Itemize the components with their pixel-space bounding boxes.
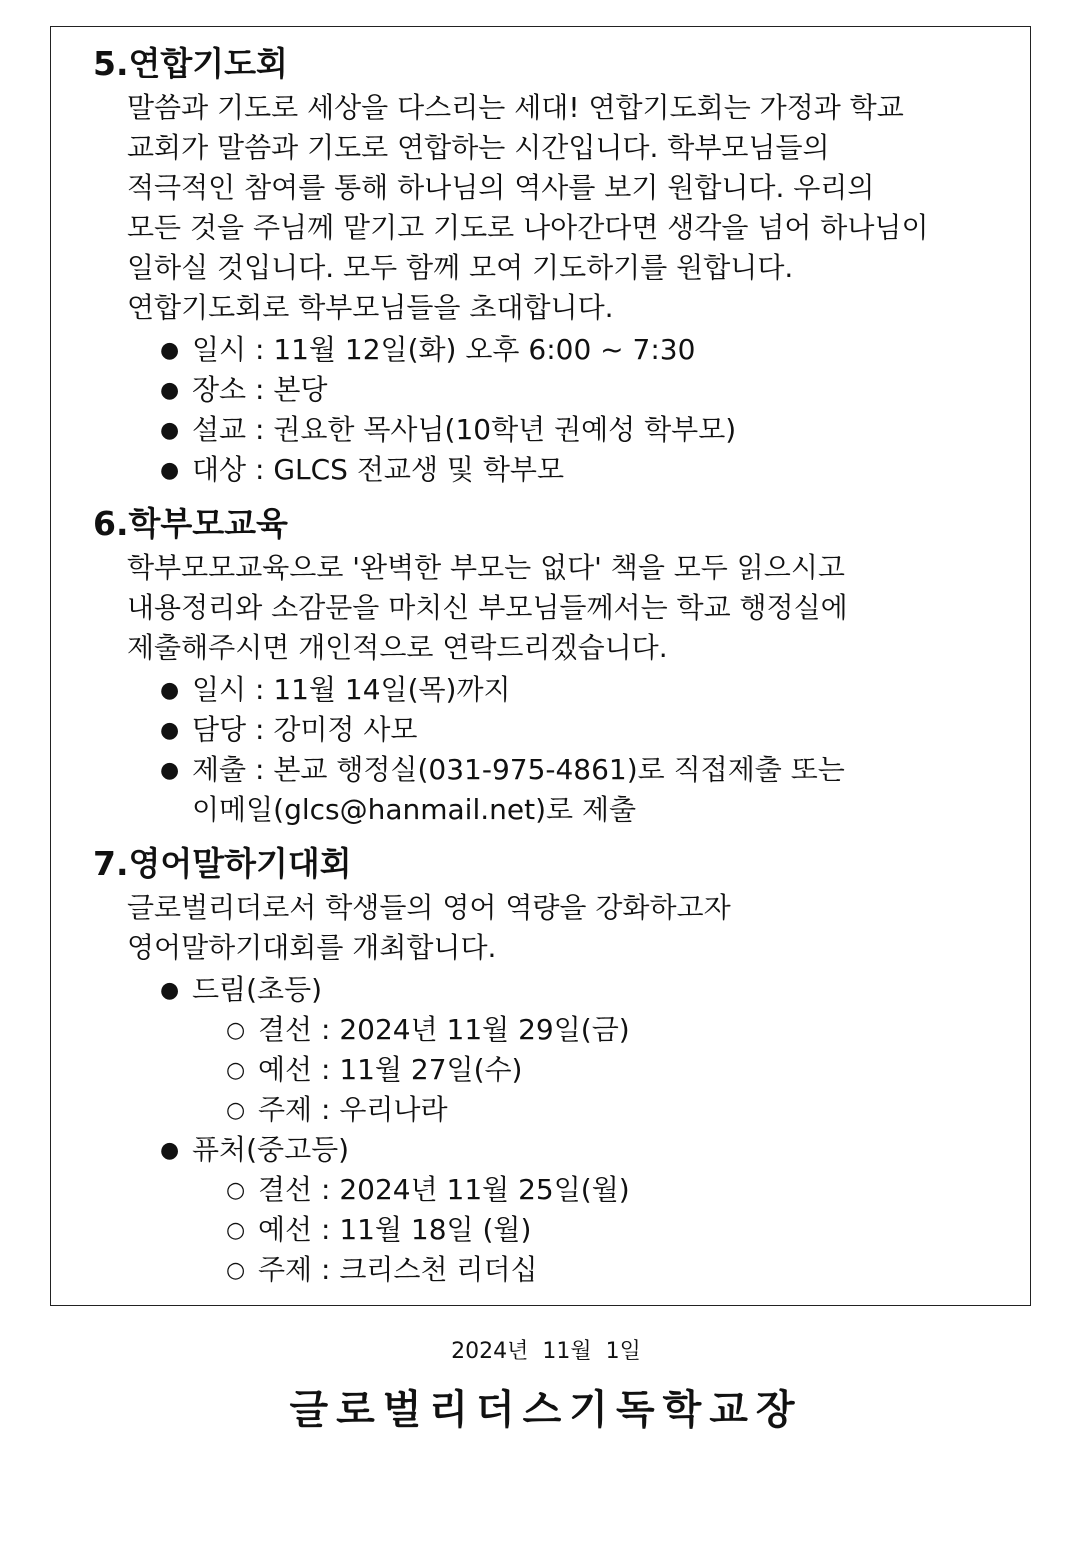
bullet-continuation: 이메일(glcs@hanmail.net)로 제출 — [192, 793, 637, 826]
issue-date: 2024년 11월 1일 — [451, 1339, 641, 1364]
bullet-item: ● 담당 : 강미정 사모 — [160, 713, 418, 746]
section-6-paragraph-line: 내용정리와 소감문을 마치신 부모님들께서는 학교 행정실에 — [127, 591, 848, 624]
sub-bullet-icon: ○ — [226, 1098, 246, 1123]
bullet-item: ● 대상 : GLCS 전교생 및 학부모 — [160, 453, 564, 486]
bullet-item: ● 설교 : 권요한 목사님(10학년 권예성 학부모) — [160, 413, 737, 446]
bullet-icon: ● — [160, 338, 180, 363]
section-6-paragraph-line: 제출해주시면 개인적으로 연락드리겠습니다. — [127, 631, 668, 664]
sub-bullet-item: ○ 결선 : 2024년 11월 29일(금) — [226, 1013, 630, 1046]
section-5-paragraph-line: 적극적인 참여를 통해 하나님의 역사를 보기 원합니다. 우리의 — [127, 171, 875, 204]
principal-signature: 글로벌리더스기독학교장 — [289, 1387, 803, 1433]
section-5-title: 5.연합기도회 — [93, 44, 288, 83]
section-5-paragraph-line: 연합기도회로 학부모님들을 초대합니다. — [127, 291, 614, 324]
bullet-item: ● 제출 : 본교 행정실(031-975-4861)로 직접제출 또는 — [160, 753, 845, 786]
section-5-paragraph-line: 교회가 말씀과 기도로 연합하는 시간입니다. 학부모님들의 — [127, 131, 830, 164]
sub-bullet-icon: ○ — [226, 1258, 246, 1283]
bullet-icon: ● — [160, 978, 180, 1003]
section-5-paragraph-line: 모든 것을 주님께 맡기고 기도로 나아간다면 생각을 넘어 하나님이 — [127, 211, 929, 244]
sub-bullet-icon: ○ — [226, 1058, 246, 1083]
bullet-icon: ● — [160, 378, 180, 403]
bullet-icon: ● — [160, 678, 180, 703]
sub-bullet-item: ○ 예선 : 11월 27일(수) — [226, 1053, 523, 1086]
bullet-item: ● 드림(초등) — [160, 973, 323, 1006]
bullet-icon: ● — [160, 1138, 180, 1163]
sub-bullet-icon: ○ — [226, 1218, 246, 1243]
sub-bullet-item: ○ 예선 : 11월 18일 (월) — [226, 1213, 532, 1246]
section-6-title: 6.학부모교육 — [93, 504, 288, 543]
bullet-item: ● 일시 : 11월 12일(화) 오후 6:00 ~ 7:30 — [160, 333, 696, 366]
sub-bullet-icon: ○ — [226, 1178, 246, 1203]
sub-bullet-item: ○ 주제 : 크리스천 리더십 — [226, 1253, 538, 1286]
section-7-title: 7.영어말하기대회 — [93, 844, 352, 883]
bullet-icon: ● — [160, 758, 180, 783]
bullet-item: ● 퓨처(중고등) — [160, 1133, 350, 1166]
sub-bullet-item: ○ 결선 : 2024년 11월 25일(월) — [226, 1173, 630, 1206]
section-7-paragraph-line: 영어말하기대회를 개최합니다. — [127, 931, 497, 964]
sub-bullet-item: ○ 주제 : 우리나라 — [226, 1093, 448, 1126]
sub-bullet-icon: ○ — [226, 1018, 246, 1043]
section-6-paragraph-line: 학부모모교육으로 '완벽한 부모는 없다' 책을 모두 읽으시고 — [127, 551, 845, 584]
bullet-icon: ● — [160, 718, 180, 743]
bullet-icon: ● — [160, 458, 180, 483]
bullet-item: ● 일시 : 11월 14일(목)까지 — [160, 673, 511, 706]
bullet-icon: ● — [160, 418, 180, 443]
section-5-paragraph-line: 말씀과 기도로 세상을 다스리는 세대! 연합기도회는 가정과 학교 — [127, 91, 904, 124]
section-7-paragraph-line: 글로벌리더로서 학생들의 영어 역량을 강화하고자 — [127, 891, 731, 924]
bullet-item: ● 장소 : 본당 — [160, 373, 328, 406]
section-5-paragraph-line: 일하실 것입니다. 모두 함께 모여 기도하기를 원합니다. — [127, 251, 794, 284]
